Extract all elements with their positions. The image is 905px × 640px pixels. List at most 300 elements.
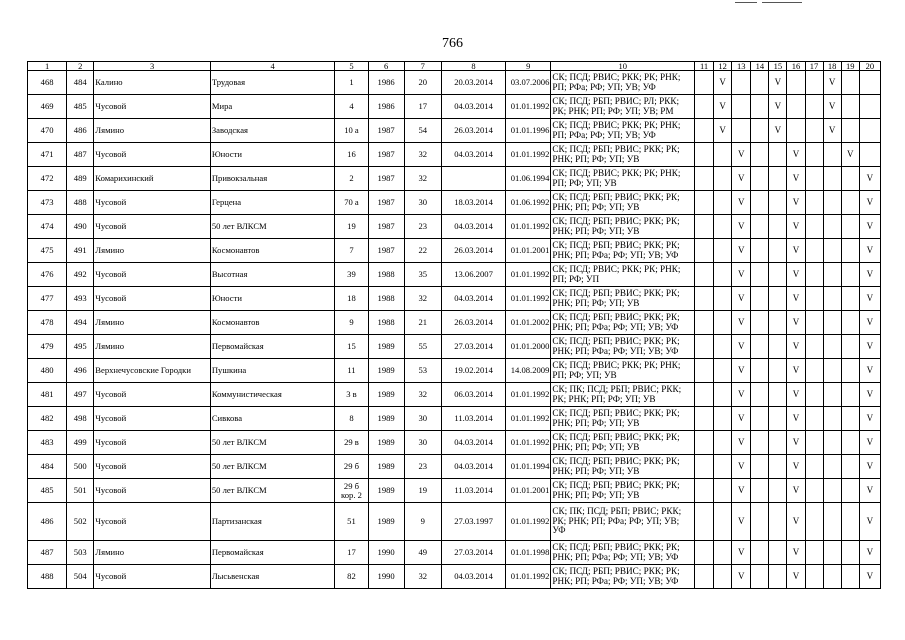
check-mark-cell-col16: V: [787, 565, 805, 589]
work-types-cell: СК; ПСД; РБП; РВИС; РКК; РК; РНК; РП; РФа; РФ; УП; УВ; УФ: [551, 239, 695, 263]
check-mark-cell-col18: [823, 407, 841, 431]
table-row: [28, 215, 881, 239]
table-row: [28, 311, 881, 335]
work-types-cell: СК; ПСД; РБП; РВИС; РКК; РК; РНК; РП; РФа; РФ; УП; УВ; УФ: [551, 541, 695, 565]
work-types-cell: СК; ПСД; РБП; РВИС; РЛ; РКК; РК; РНК; РП; РФ; УП; УВ; РМ: [551, 95, 695, 119]
house-number-cell: 15: [335, 335, 368, 359]
check-mark-cell-col18: [823, 215, 841, 239]
house-number-cell: 82: [335, 565, 368, 589]
check-mark-cell-col16: [787, 119, 805, 143]
check-mark-cell-col11: [695, 541, 714, 565]
check-mark-cell-col12: [714, 335, 732, 359]
check-mark-cell-col17: [805, 479, 823, 503]
check-mark-cell-col19: [841, 565, 859, 589]
check-mark-cell-col16: V: [787, 455, 805, 479]
row-number-cell: 482: [28, 407, 67, 431]
apartments-count-cell: 30: [404, 407, 441, 431]
check-mark-cell-col14: [751, 311, 769, 335]
house-number-cell: 70 а: [335, 191, 368, 215]
date-cell: 14.08.2009: [506, 359, 551, 383]
row-number-cell: 487: [28, 541, 67, 565]
check-mark-cell-col15: [769, 263, 787, 287]
check-mark-cell-col19: [841, 71, 859, 95]
house-number-cell: 29 б кор. 2: [335, 479, 368, 503]
check-mark-cell-col12: [714, 143, 732, 167]
year-built-cell: 1990: [368, 565, 404, 589]
top-edge-marks: [0, 2, 905, 4]
work-types-cell: СК; ПСД; РБП; РВИС; РКК; РК; РНК; РП; РФ; УП; УВ: [551, 191, 695, 215]
settlement-cell: Калино: [94, 71, 211, 95]
check-mark-cell-col17: [805, 167, 823, 191]
check-mark-cell-col12: [714, 479, 732, 503]
building-number-cell: 486: [67, 119, 94, 143]
table-row: [28, 359, 881, 383]
check-mark-cell-col15: [769, 479, 787, 503]
check-mark-cell-col14: [751, 503, 769, 541]
check-mark-cell-col12: [714, 167, 732, 191]
table-row: [28, 119, 881, 143]
check-mark-cell-col11: [695, 431, 714, 455]
check-mark-cell-col12: [714, 565, 732, 589]
check-mark-cell-col17: [805, 71, 823, 95]
check-mark-cell-col17: [805, 95, 823, 119]
check-mark-cell-col16: V: [787, 239, 805, 263]
check-mark-cell-col16: V: [787, 215, 805, 239]
table-body: [28, 71, 881, 589]
settlement-cell: Чусовой: [94, 215, 211, 239]
work-types-cell: СК; ПК; ПСД; РБП; РВИС; РКК; РК; РНК; РП; РФа; РФ; УП; УВ; УФ: [551, 503, 695, 541]
check-mark-cell-col18: [823, 311, 841, 335]
street-cell: 50 лет ВЛКСМ: [210, 455, 335, 479]
check-mark-cell-col14: [751, 239, 769, 263]
check-mark-cell-col14: [751, 455, 769, 479]
check-mark-cell-col17: [805, 263, 823, 287]
survey-date-cell: 27.03.1997: [441, 503, 505, 541]
year-built-cell: 1989: [368, 359, 404, 383]
column-header-10: 10: [551, 62, 695, 71]
apartments-count-cell: 35: [404, 263, 441, 287]
street-cell: 50 лет ВЛКСМ: [210, 479, 335, 503]
check-mark-cell-col13: V: [732, 311, 751, 335]
row-number-cell: 481: [28, 383, 67, 407]
date-cell: 01.01.1994: [506, 455, 551, 479]
check-mark-cell-col19: [841, 191, 859, 215]
check-mark-cell-col12: [714, 503, 732, 541]
work-types-cell: СК; ПСД; РБП; РВИС; РКК; РК; РНК; РП; РФа; РФ; УП; УВ; УФ: [551, 335, 695, 359]
building-number-cell: 501: [67, 479, 94, 503]
check-mark-cell-col14: [751, 359, 769, 383]
row-number-cell: 477: [28, 287, 67, 311]
apartments-count-cell: 53: [404, 359, 441, 383]
check-mark-cell-col20: V: [859, 479, 880, 503]
house-number-cell: 3 в: [335, 383, 368, 407]
check-mark-cell-col16: [787, 95, 805, 119]
check-mark-cell-col18: [823, 455, 841, 479]
check-mark-cell-col18: [823, 383, 841, 407]
settlement-cell: Лямино: [94, 541, 211, 565]
check-mark-cell-col13: V: [732, 407, 751, 431]
check-mark-cell-col20: V: [859, 541, 880, 565]
table-row: [28, 503, 881, 541]
check-mark-cell-col12: [714, 431, 732, 455]
check-mark-cell-col12: [714, 263, 732, 287]
building-number-cell: 502: [67, 503, 94, 541]
work-types-cell: СК; ПСД; РБП; РВИС; РКК; РК; РНК; РП; РФ; УП; УВ: [551, 431, 695, 455]
check-mark-cell-col13: V: [732, 503, 751, 541]
check-mark-cell-col14: [751, 407, 769, 431]
date-cell: 03.07.2006: [506, 71, 551, 95]
check-mark-cell-col16: V: [787, 431, 805, 455]
year-built-cell: 1989: [368, 431, 404, 455]
apartments-count-cell: 22: [404, 239, 441, 263]
work-types-cell: СК; ПСД; РВИС; РКК; РК; РНК; РП; РФ; УП: [551, 263, 695, 287]
date-cell: 01.01.1992: [506, 383, 551, 407]
year-built-cell: 1989: [368, 335, 404, 359]
apartment-buildings-table: [27, 61, 881, 589]
settlement-cell: Чусовой: [94, 407, 211, 431]
survey-date-cell: 04.03.2014: [441, 455, 505, 479]
check-mark-cell-col12: [714, 215, 732, 239]
survey-date-cell: 04.03.2014: [441, 287, 505, 311]
check-mark-cell-col11: [695, 311, 714, 335]
column-header-17: 17: [805, 62, 823, 71]
street-cell: Трудовая: [210, 71, 335, 95]
check-mark-cell-col16: V: [787, 287, 805, 311]
year-built-cell: 1987: [368, 215, 404, 239]
row-number-cell: 474: [28, 215, 67, 239]
column-header-14: 14: [751, 62, 769, 71]
survey-date-cell: 11.03.2014: [441, 479, 505, 503]
street-cell: Первомайская: [210, 335, 335, 359]
check-mark-cell-col18: V: [823, 119, 841, 143]
date-cell: 01.01.1992: [506, 431, 551, 455]
column-header-6: 6: [368, 62, 404, 71]
settlement-cell: Чусовой: [94, 565, 211, 589]
work-types-cell: СК; ПК; ПСД; РБП; РВИС; РКК; РК; РНК; РП; РФ; УП; УВ: [551, 383, 695, 407]
check-mark-cell-col12: [714, 359, 732, 383]
check-mark-cell-col19: [841, 287, 859, 311]
check-mark-cell-col17: [805, 359, 823, 383]
check-mark-cell-col11: [695, 383, 714, 407]
check-mark-cell-col11: [695, 407, 714, 431]
check-mark-cell-col15: [769, 359, 787, 383]
street-cell: Космонавтов: [210, 239, 335, 263]
check-mark-cell-col13: V: [732, 215, 751, 239]
table-row: [28, 431, 881, 455]
apartments-count-cell: 32: [404, 287, 441, 311]
check-mark-cell-col13: V: [732, 143, 751, 167]
row-number-cell: 478: [28, 311, 67, 335]
check-mark-cell-col13: [732, 95, 751, 119]
check-mark-cell-col12: [714, 191, 732, 215]
settlement-cell: Лямино: [94, 335, 211, 359]
check-mark-cell-col17: [805, 287, 823, 311]
check-mark-cell-col13: V: [732, 455, 751, 479]
table-row: [28, 335, 881, 359]
check-mark-cell-col14: [751, 95, 769, 119]
check-mark-cell-col14: [751, 335, 769, 359]
date-cell: 01.01.2002: [506, 311, 551, 335]
survey-date-cell: 19.02.2014: [441, 359, 505, 383]
year-built-cell: 1988: [368, 311, 404, 335]
survey-date-cell: 26.03.2014: [441, 119, 505, 143]
year-built-cell: 1989: [368, 407, 404, 431]
check-mark-cell-col11: [695, 143, 714, 167]
check-mark-cell-col14: [751, 541, 769, 565]
settlement-cell: Чусовой: [94, 383, 211, 407]
date-cell: 01.01.1992: [506, 503, 551, 541]
street-cell: Юности: [210, 287, 335, 311]
check-mark-cell-col18: V: [823, 71, 841, 95]
check-mark-cell-col20: [859, 95, 880, 119]
building-number-cell: 484: [67, 71, 94, 95]
check-mark-cell-col18: [823, 541, 841, 565]
row-number-cell: 469: [28, 95, 67, 119]
house-number-cell: 29 в: [335, 431, 368, 455]
house-number-cell: 2: [335, 167, 368, 191]
apartments-count-cell: 9: [404, 503, 441, 541]
column-header-19: 19: [841, 62, 859, 71]
house-number-cell: 7: [335, 239, 368, 263]
check-mark-cell-col19: [841, 95, 859, 119]
check-mark-cell-col14: [751, 167, 769, 191]
year-built-cell: 1988: [368, 287, 404, 311]
table-row: [28, 479, 881, 503]
table-row: [28, 287, 881, 311]
survey-date-cell: 04.03.2014: [441, 215, 505, 239]
check-mark-cell-col18: [823, 479, 841, 503]
building-number-cell: 490: [67, 215, 94, 239]
date-cell: 01.01.2001: [506, 479, 551, 503]
building-number-cell: 497: [67, 383, 94, 407]
street-cell: Коммунистическая: [210, 383, 335, 407]
check-mark-cell-col19: [841, 119, 859, 143]
check-mark-cell-col15: V: [769, 95, 787, 119]
house-number-cell: 4: [335, 95, 368, 119]
check-mark-cell-col12: V: [714, 95, 732, 119]
check-mark-cell-col20: V: [859, 431, 880, 455]
check-mark-cell-col20: V: [859, 287, 880, 311]
check-mark-cell-col20: V: [859, 215, 880, 239]
row-number-cell: 485: [28, 479, 67, 503]
date-cell: 01.01.1992: [506, 565, 551, 589]
check-mark-cell-col20: [859, 71, 880, 95]
check-mark-cell-col19: [841, 503, 859, 541]
check-mark-cell-col17: [805, 565, 823, 589]
check-mark-cell-col13: V: [732, 565, 751, 589]
building-number-cell: 500: [67, 455, 94, 479]
check-mark-cell-col14: [751, 287, 769, 311]
check-mark-cell-col18: [823, 431, 841, 455]
check-mark-cell-col13: V: [732, 359, 751, 383]
check-mark-cell-col16: V: [787, 263, 805, 287]
check-mark-cell-col20: V: [859, 335, 880, 359]
column-header-15: 15: [769, 62, 787, 71]
check-mark-cell-col19: [841, 359, 859, 383]
apartments-count-cell: 32: [404, 565, 441, 589]
street-cell: Пушкина: [210, 359, 335, 383]
check-mark-cell-col15: [769, 287, 787, 311]
check-mark-cell-col14: [751, 71, 769, 95]
apartments-count-cell: 20: [404, 71, 441, 95]
house-number-cell: 17: [335, 541, 368, 565]
date-cell: 01.01.1992: [506, 143, 551, 167]
work-types-cell: СК; ПСД; РБП; РВИС; РКК; РК; РНК; РП; РФ; УП; УВ: [551, 479, 695, 503]
check-mark-cell-col15: V: [769, 71, 787, 95]
date-cell: 01.01.1992: [506, 95, 551, 119]
work-types-cell: СК; ПСД; РБП; РВИС; РКК; РК; РНК; РП; РФ; УП; УВ: [551, 143, 695, 167]
check-mark-cell-col11: [695, 359, 714, 383]
street-cell: Космонавтов: [210, 311, 335, 335]
date-cell: 01.01.1992: [506, 287, 551, 311]
year-built-cell: 1989: [368, 455, 404, 479]
building-number-cell: 493: [67, 287, 94, 311]
check-mark-cell-col12: [714, 239, 732, 263]
check-mark-cell-col20: [859, 143, 880, 167]
house-number-cell: 10 а: [335, 119, 368, 143]
building-number-cell: 485: [67, 95, 94, 119]
check-mark-cell-col13: V: [732, 239, 751, 263]
house-number-cell: 51: [335, 503, 368, 541]
check-mark-cell-col12: [714, 541, 732, 565]
check-mark-cell-col11: [695, 503, 714, 541]
work-types-cell: СК; ПСД; РВИС; РКК; РК; РНК; РП; РФа; РФ; УП; УВ; УФ: [551, 119, 695, 143]
check-mark-cell-col20: V: [859, 191, 880, 215]
survey-date-cell: 18.03.2014: [441, 191, 505, 215]
house-number-cell: 1: [335, 71, 368, 95]
building-number-cell: 491: [67, 239, 94, 263]
check-mark-cell-col15: [769, 167, 787, 191]
building-number-cell: 494: [67, 311, 94, 335]
column-header-9: 9: [506, 62, 551, 71]
settlement-cell: Чусовой: [94, 431, 211, 455]
table-row: [28, 541, 881, 565]
table-row: [28, 191, 881, 215]
street-cell: Высотная: [210, 263, 335, 287]
check-mark-cell-col12: [714, 287, 732, 311]
check-mark-cell-col14: [751, 565, 769, 589]
check-mark-cell-col15: [769, 215, 787, 239]
settlement-cell: Чусовой: [94, 455, 211, 479]
check-mark-cell-col19: [841, 239, 859, 263]
street-cell: Заводская: [210, 119, 335, 143]
column-header-2: 2: [67, 62, 94, 71]
check-mark-cell-col20: V: [859, 359, 880, 383]
survey-date-cell: 04.03.2014: [441, 431, 505, 455]
row-number-cell: 484: [28, 455, 67, 479]
settlement-cell: Верхнечусовские Городки: [94, 359, 211, 383]
check-mark-cell-col15: [769, 431, 787, 455]
check-mark-cell-col11: [695, 191, 714, 215]
street-cell: Привокзальная: [210, 167, 335, 191]
house-number-cell: 9: [335, 311, 368, 335]
column-header-16: 16: [787, 62, 805, 71]
year-built-cell: 1990: [368, 541, 404, 565]
check-mark-cell-col17: [805, 311, 823, 335]
date-cell: 01.01.1992: [506, 407, 551, 431]
settlement-cell: Лямино: [94, 239, 211, 263]
check-mark-cell-col17: [805, 431, 823, 455]
check-mark-cell-col15: [769, 335, 787, 359]
check-mark-cell-col18: [823, 191, 841, 215]
check-mark-cell-col19: [841, 263, 859, 287]
building-number-cell: 496: [67, 359, 94, 383]
check-mark-cell-col16: V: [787, 167, 805, 191]
settlement-cell: Чусовой: [94, 287, 211, 311]
row-number-cell: 486: [28, 503, 67, 541]
work-types-cell: СК; ПСД; РБП; РВИС; РКК; РК; РНК; РП; РФ; УП; УВ: [551, 407, 695, 431]
check-mark-cell-col11: [695, 119, 714, 143]
check-mark-cell-col20: V: [859, 503, 880, 541]
check-mark-cell-col15: V: [769, 119, 787, 143]
date-cell: 01.01.2001: [506, 239, 551, 263]
column-header-4: 4: [210, 62, 335, 71]
check-mark-cell-col16: V: [787, 191, 805, 215]
row-number-cell: 480: [28, 359, 67, 383]
year-built-cell: 1986: [368, 71, 404, 95]
check-mark-cell-col13: V: [732, 263, 751, 287]
survey-date-cell: 04.03.2014: [441, 143, 505, 167]
check-mark-cell-col19: [841, 335, 859, 359]
check-mark-cell-col12: [714, 407, 732, 431]
check-mark-cell-col16: V: [787, 143, 805, 167]
check-mark-cell-col20: V: [859, 455, 880, 479]
check-mark-cell-col20: V: [859, 311, 880, 335]
check-mark-cell-col14: [751, 119, 769, 143]
check-mark-cell-col20: V: [859, 239, 880, 263]
work-types-cell: СК; ПСД; РВИС; РКК; РК; РНК; РП; РФ; УП; УВ: [551, 359, 695, 383]
settlement-cell: Чусовой: [94, 191, 211, 215]
settlement-cell: Чусовой: [94, 95, 211, 119]
column-header-3: 3: [94, 62, 211, 71]
building-number-cell: 489: [67, 167, 94, 191]
table-row: [28, 71, 881, 95]
check-mark-cell-col11: [695, 239, 714, 263]
row-number-cell: 476: [28, 263, 67, 287]
survey-date-cell: 11.03.2014: [441, 407, 505, 431]
year-built-cell: 1987: [368, 119, 404, 143]
check-mark-cell-col18: [823, 359, 841, 383]
building-number-cell: 503: [67, 541, 94, 565]
check-mark-cell-col17: [805, 383, 823, 407]
check-mark-cell-col18: [823, 503, 841, 541]
check-mark-cell-col15: [769, 143, 787, 167]
house-number-cell: 39: [335, 263, 368, 287]
apartments-count-cell: 30: [404, 431, 441, 455]
check-mark-cell-col19: [841, 215, 859, 239]
table-row: [28, 239, 881, 263]
check-mark-cell-col13: V: [732, 335, 751, 359]
check-mark-cell-col16: V: [787, 407, 805, 431]
column-header-8: 8: [441, 62, 505, 71]
year-built-cell: 1989: [368, 479, 404, 503]
check-mark-cell-col16: V: [787, 383, 805, 407]
row-number-cell: 479: [28, 335, 67, 359]
check-mark-cell-col17: [805, 455, 823, 479]
survey-date-cell: 26.03.2014: [441, 311, 505, 335]
check-mark-cell-col14: [751, 383, 769, 407]
check-mark-cell-col20: V: [859, 565, 880, 589]
check-mark-cell-col15: [769, 503, 787, 541]
table-row: [28, 167, 881, 191]
work-types-cell: СК; ПСД; РВИС; РКК; РК; РНК; РП; РФ; УП; УВ: [551, 167, 695, 191]
check-mark-cell-col20: V: [859, 167, 880, 191]
check-mark-cell-col12: [714, 383, 732, 407]
check-mark-cell-col11: [695, 287, 714, 311]
check-mark-cell-col13: V: [732, 191, 751, 215]
check-mark-cell-col15: [769, 191, 787, 215]
check-mark-cell-col19: [841, 311, 859, 335]
